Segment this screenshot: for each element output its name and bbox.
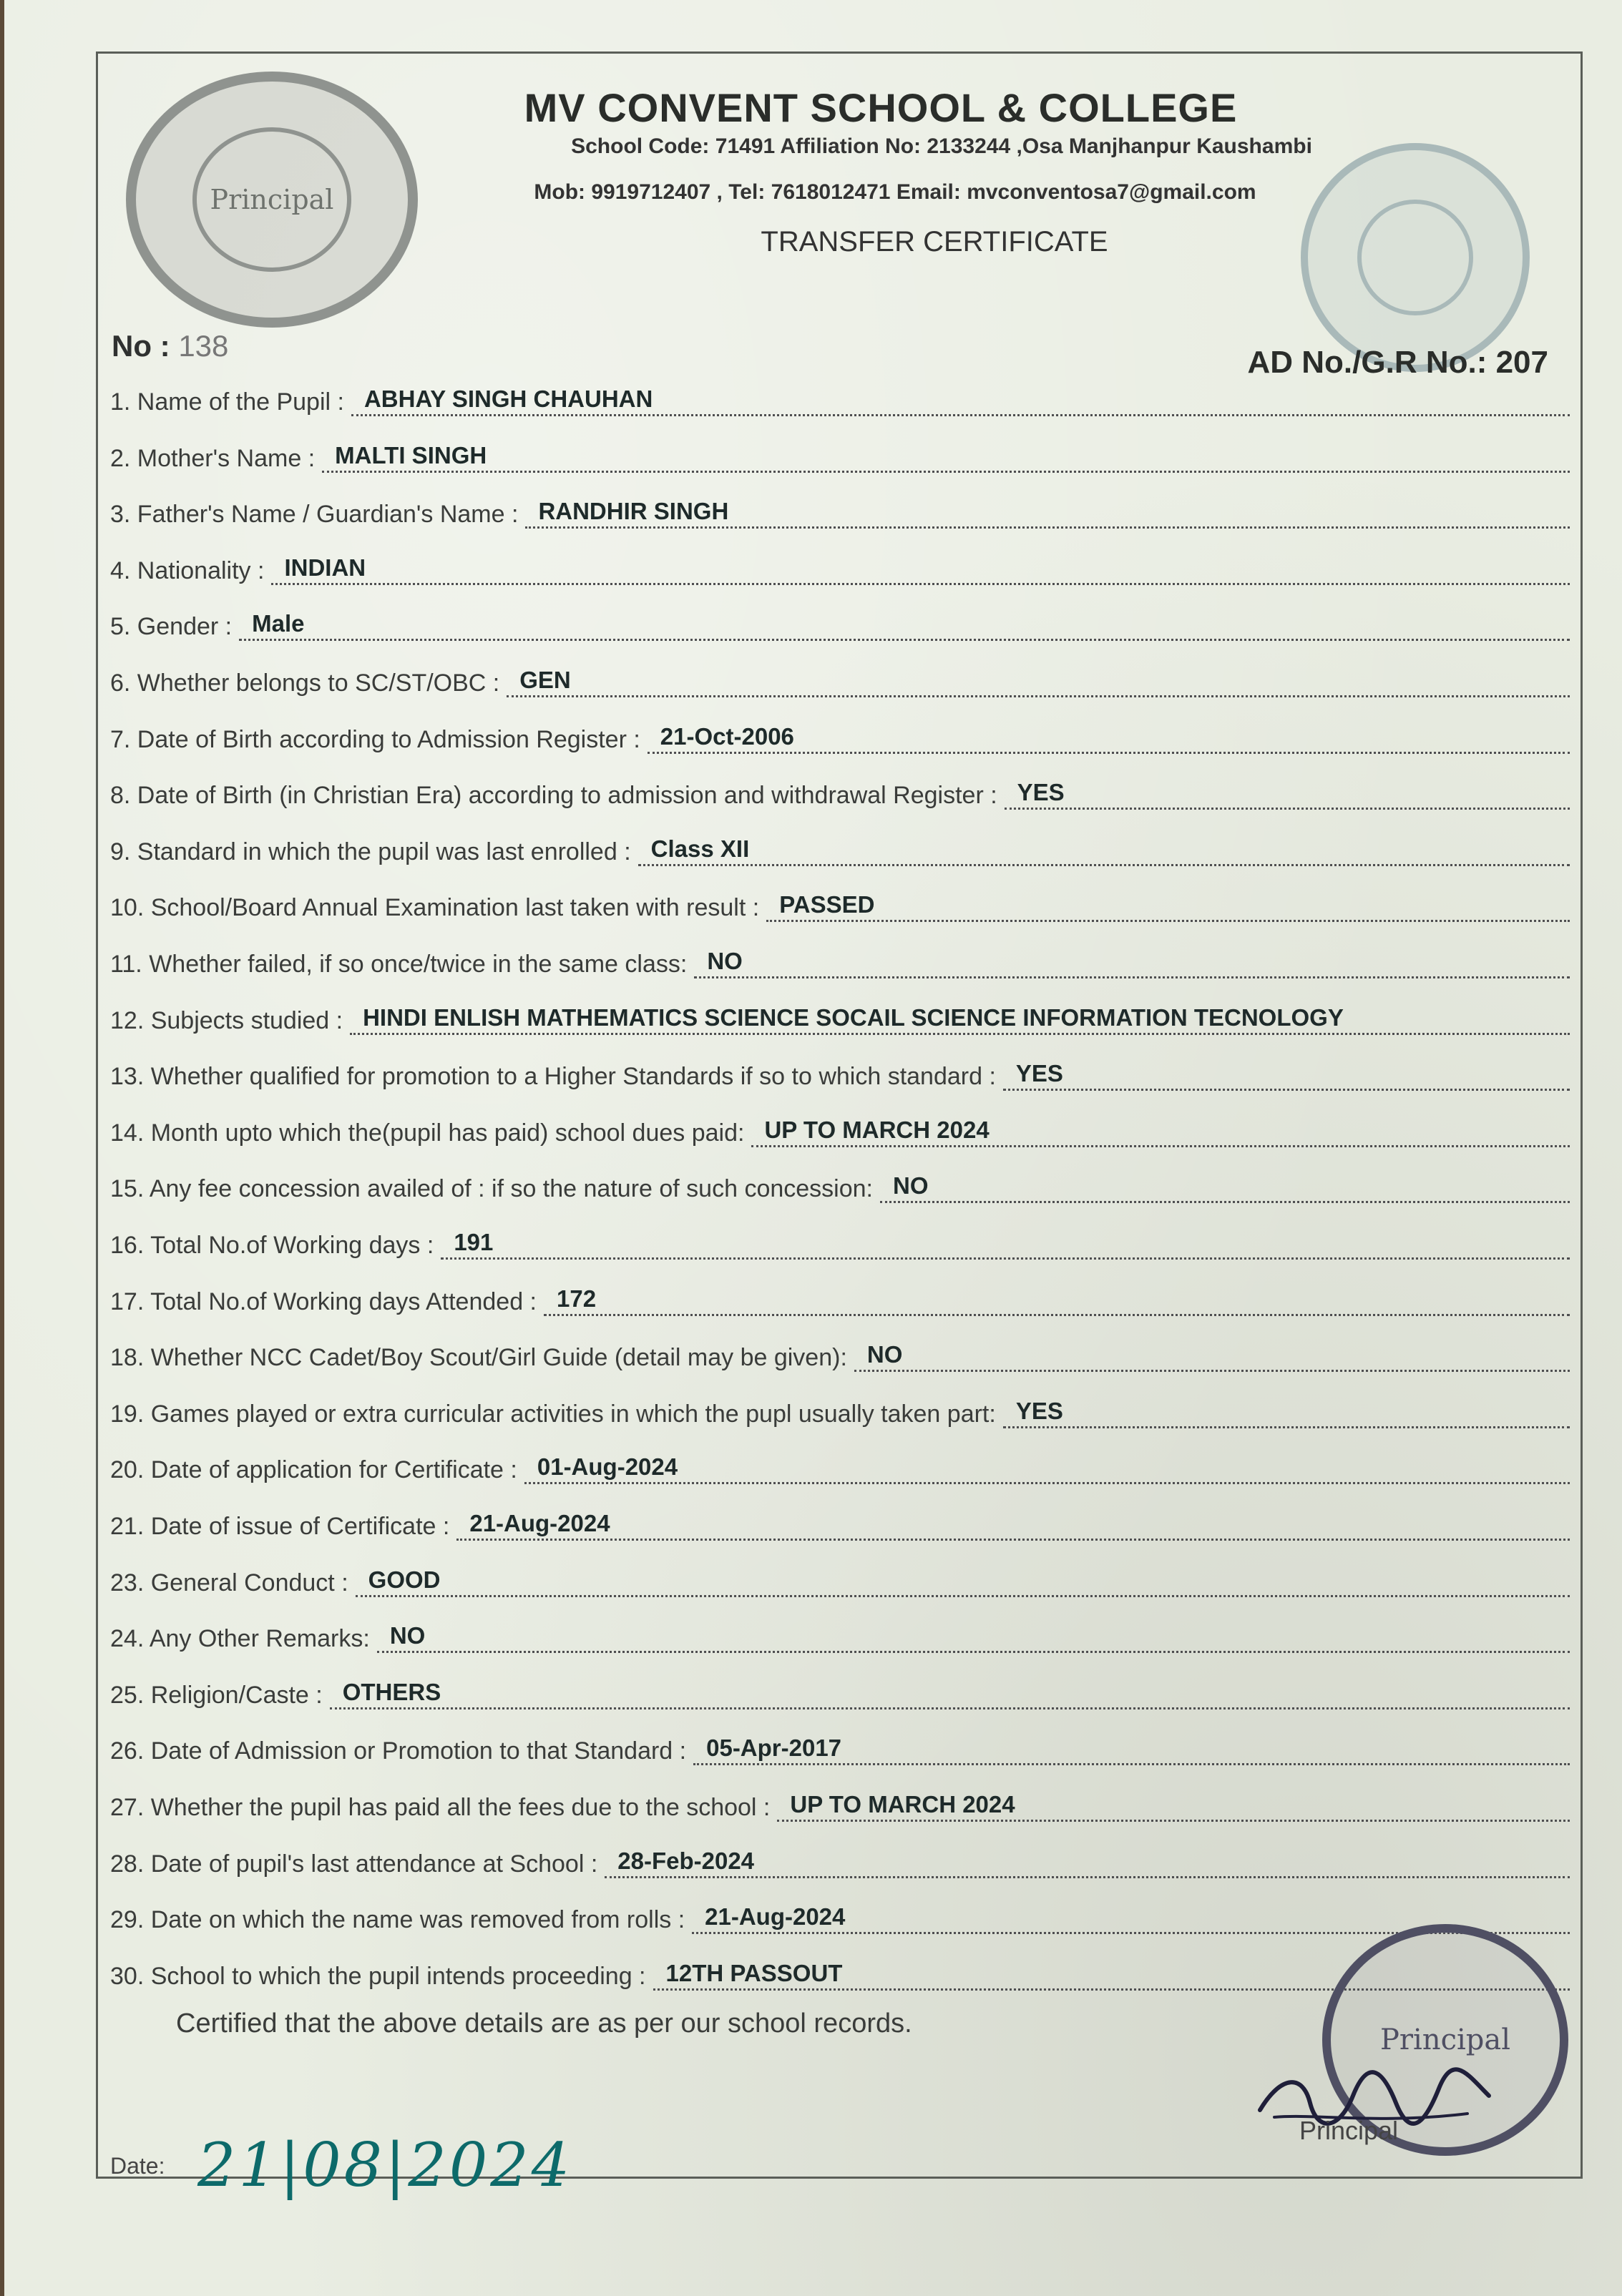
field-label: 23. General Conduct : [110, 1569, 348, 1596]
field-value: NO [694, 948, 1570, 978]
field-label: 9. Standard in which the pupil was last enrolled : [110, 838, 631, 865]
field-row [110, 1103, 1570, 1147]
field-row [110, 597, 1570, 641]
field-row [110, 1440, 1570, 1484]
school-code-line: School Code: 71491 Affiliation No: 2133244 ,Osa Manjhanpur Kaushambi [571, 134, 1312, 158]
school-seal-right [1301, 143, 1530, 372]
field-value: RANDHIR SINGH [525, 498, 1570, 529]
field-value: 191 [441, 1229, 1570, 1260]
field-row [110, 1215, 1570, 1260]
field-label: 15. Any fee concession availed of : if so the nature of such concession: [110, 1175, 873, 1202]
field-value: UP TO MARCH 2024 [751, 1117, 1570, 1147]
field-label: 24. Any Other Remarks: [110, 1625, 370, 1652]
field-label: 13. Whether qualified for promotion to a Higher Standards if so to which standard : [110, 1063, 996, 1090]
field-label: 20. Date of application for Certificate : [110, 1456, 517, 1483]
field-label: 28. Date of pupil's last attendance at School : [110, 1850, 598, 1878]
field-row [110, 765, 1570, 810]
certification-statement: Certified that the above details are as per our school records. [176, 2008, 912, 2039]
field-row [110, 1384, 1570, 1428]
field-value: GEN [507, 667, 1570, 697]
admission-number: AD No./G.R No.: 207 [1247, 345, 1548, 380]
field-row [110, 1328, 1570, 1372]
field-row [110, 1777, 1570, 1822]
field-row [110, 428, 1570, 473]
field-row [110, 1046, 1570, 1091]
field-label: 17. Total No.of Working days Attended : [110, 1288, 537, 1315]
field-row [110, 372, 1570, 416]
field-value: INDIAN [271, 554, 1570, 585]
field-row [110, 1890, 1570, 1934]
certificate-number [112, 329, 228, 363]
field-label: 10. School/Board Annual Examination last taken with result : [110, 894, 760, 921]
field-row [110, 1609, 1570, 1653]
field-value: NO [880, 1172, 1570, 1203]
certificate-number-label: No : [112, 329, 170, 363]
field-label: 25. Religion/Caste : [110, 1682, 323, 1709]
field-value: 12TH PASSOUT [653, 1960, 1570, 1991]
field-value: 01-Aug-2024 [524, 1453, 1570, 1484]
field-label: 27. Whether the pupil has paid all the fees due to the school : [110, 1794, 771, 1821]
field-label: 1. Name of the Pupil : [110, 388, 344, 416]
handwritten-date: 21|08|2024 [197, 2130, 573, 2200]
certificate-number-value: 138 [178, 329, 229, 363]
field-row [110, 934, 1570, 978]
field-value: NO [377, 1622, 1570, 1653]
field-value: OTHERS [330, 1679, 1570, 1709]
field-value: YES [1003, 1060, 1570, 1091]
field-row [110, 822, 1570, 866]
certificate-title: TRANSFER CERTIFICATE [761, 226, 1108, 257]
field-value: ABHAY SINGH CHAUHAN [351, 386, 1570, 416]
field-value: 28-Feb-2024 [605, 1848, 1570, 1878]
field-row [110, 878, 1570, 922]
field-value: 172 [544, 1285, 1570, 1316]
field-row [110, 1721, 1570, 1765]
field-row [110, 991, 1570, 1035]
field-value: 21-Aug-2024 [456, 1510, 1570, 1541]
seal-emblem-right [1357, 200, 1473, 315]
field-label: 5. Gender : [110, 613, 233, 640]
field-value: GOOD [356, 1566, 1570, 1597]
field-label: 11. Whether failed, if so once/twice in the same class: [110, 951, 688, 978]
school-seal-left [126, 72, 418, 328]
principal-label: Principal [1299, 2116, 1399, 2145]
field-value: PASSED [766, 891, 1570, 922]
field-value: Class XII [638, 835, 1570, 866]
field-row [110, 710, 1570, 754]
field-label: 16. Total No.of Working days : [110, 1232, 434, 1259]
field-value: 05-Apr-2017 [693, 1735, 1570, 1765]
field-label: 21. Date of issue of Certificate : [110, 1513, 450, 1540]
field-label: 19. Games played or extra curricular activities in which the pupl usually taken part: [110, 1400, 996, 1428]
school-name: MV CONVENT SCHOOL & COLLEGE [524, 85, 1238, 130]
field-row [110, 1159, 1570, 1203]
field-label: 8. Date of Birth (in Christian Era) according to admission and withdrawal Register : [110, 782, 997, 809]
field-value: NO [854, 1341, 1570, 1372]
field-label: 14. Month upto which the(pupil has paid) school dues paid: [110, 1119, 745, 1147]
field-row [110, 1553, 1570, 1597]
contact-line: Mob: 9919712407 , Tel: 7618012471 Email: mvconventosa7@gmail.com [534, 180, 1256, 204]
field-label: 7. Date of Birth according to Admission Register : [110, 726, 640, 753]
field-value: MALTI SINGH [322, 442, 1570, 473]
field-label: 29. Date on which the name was removed from rolls : [110, 1906, 685, 1933]
field-value: YES [1003, 1398, 1570, 1428]
field-value: YES [1005, 779, 1570, 810]
field-row [110, 653, 1570, 697]
field-value: HINDI ENLISH MATHEMATICS SCIENCE SOCAIL SCIENCE INFORMATION TECNOLOGY [350, 1004, 1570, 1035]
field-row [110, 1665, 1570, 1709]
field-label: 4. Nationality : [110, 557, 265, 584]
field-row [110, 1834, 1570, 1878]
field-value: Male [239, 610, 1570, 641]
field-row [110, 1496, 1570, 1541]
principal-stamp-text: Principal [1379, 2023, 1511, 2056]
certificate-paper [4, 0, 1622, 2296]
field-row [110, 1272, 1570, 1316]
field-value: 21-Oct-2006 [648, 723, 1570, 754]
field-value: 21-Aug-2024 [692, 1903, 1570, 1934]
field-label: 2. Mother's Name : [110, 445, 316, 472]
field-label: 18. Whether NCC Cadet/Boy Scout/Girl Guide (detail may be given): [110, 1344, 847, 1371]
date-label: Date: [110, 2153, 165, 2179]
field-label: 30. School to which the pupil intends proceeding : [110, 1963, 646, 1990]
field-row [110, 541, 1570, 585]
seal-emblem: Principal [192, 127, 351, 272]
field-label: 6. Whether belongs to SC/ST/OBC : [110, 669, 500, 697]
field-label: 12. Subjects studied : [110, 1007, 343, 1034]
field-row [110, 484, 1570, 529]
field-label: 3. Father's Name / Guardian's Name : [110, 501, 519, 528]
field-value: UP TO MARCH 2024 [777, 1791, 1570, 1822]
field-label: 26. Date of Admission or Promotion to that Standard : [110, 1737, 687, 1765]
